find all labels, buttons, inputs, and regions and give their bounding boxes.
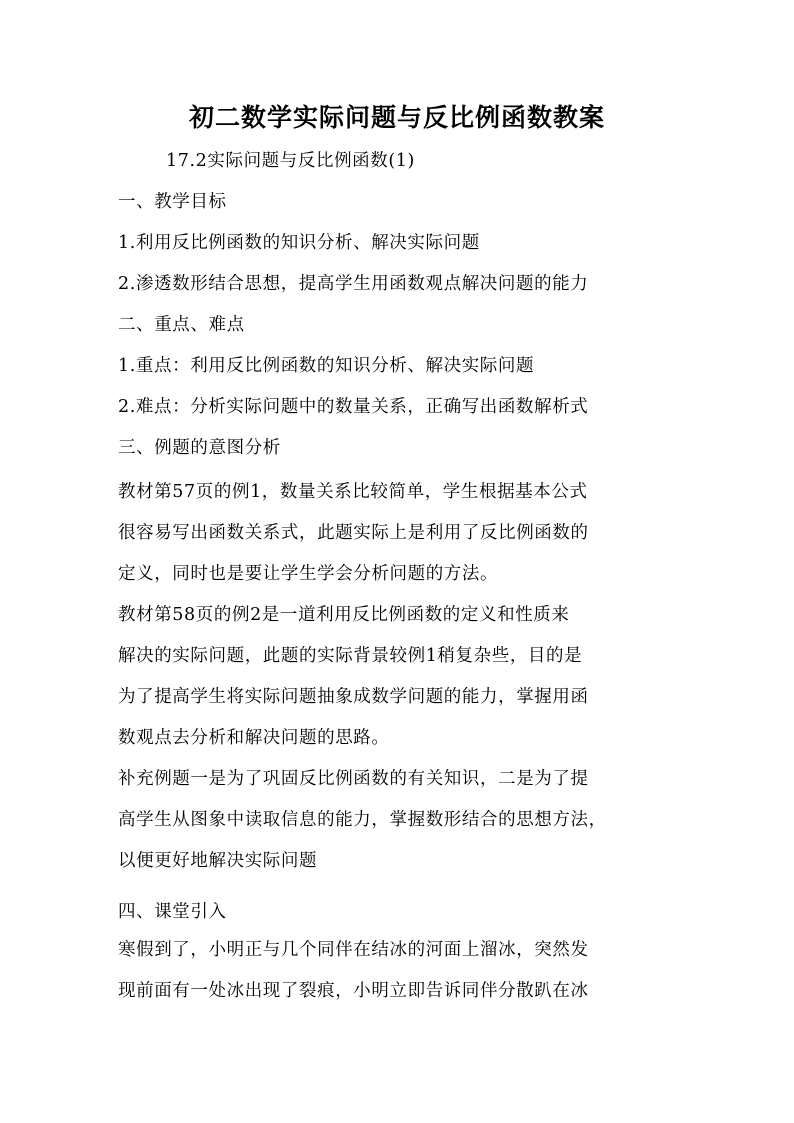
difficulty-item: 2.难点：分析实际问题中的数量关系，正确写出函数解析式 xyxy=(118,397,589,417)
paragraph-line: 解决的实际问题，此题的实际背景较例1稍复杂些，目的是 xyxy=(118,646,583,666)
lesson-subtitle: 17.2实际问题与反比例函数(1) xyxy=(166,151,415,171)
intro-paragraph xyxy=(118,930,676,1012)
paragraph-line: 教材第57页的例1，数量关系比较简单，学生根据基本公式 xyxy=(118,482,588,502)
keypoint-item: 1.重点：利用反比例函数的知识分析、解决实际问题 xyxy=(118,356,535,376)
paragraph-line: 以便更好地解决实际问题 xyxy=(118,851,318,871)
paragraph-line: 教材第58页的例2是一道利用反比例函数的定义和性质来 xyxy=(118,605,570,625)
paragraph-line: 补充例题一是为了巩固反比例函数的有关知识，二是为了提 xyxy=(118,769,589,789)
objective-item-2: 2.渗透数形结合思想，提高学生用函数观点解决问题的能力 xyxy=(118,274,589,294)
paragraph-line: 数观点去分析和解决问题的思路。 xyxy=(118,728,390,748)
paragraph-line: 为了提高学生将实际问题抽象成数学问题的能力，掌握用函 xyxy=(118,687,589,707)
document-title: 初二数学实际问题与反比例函数教案 xyxy=(188,103,605,132)
paragraph-line: 定义，同时也是要让学生学会分析问题的方法。 xyxy=(118,564,499,584)
paragraph-line: 寒假到了，小明正与几个同伴在结冰的河面上溜冰，突然发 xyxy=(118,940,589,960)
paragraph-line: 高学生从图象中读取信息的能力，掌握数形结合的思想方法， xyxy=(118,810,607,830)
supplement-paragraph xyxy=(118,759,676,882)
intro-heading: 四、课堂引入 xyxy=(118,902,227,922)
objective-item-1: 1.利用反比例函数的知识分析、解决实际问题 xyxy=(118,233,480,253)
paragraph-line: 现前面有一处冰出现了裂痕，小明立即告诉同伴分散趴在冰 xyxy=(118,981,589,1001)
analysis-heading: 三、例题的意图分析 xyxy=(118,438,281,458)
paragraph-line: 很容易写出函数关系式，此题实际上是利用了反比例函数的 xyxy=(118,523,589,543)
example-2-paragraph xyxy=(118,595,676,759)
objectives-heading: 一、教学目标 xyxy=(118,192,227,212)
example-1-paragraph xyxy=(118,472,676,595)
keypoints-heading: 二、重点、难点 xyxy=(118,315,245,335)
